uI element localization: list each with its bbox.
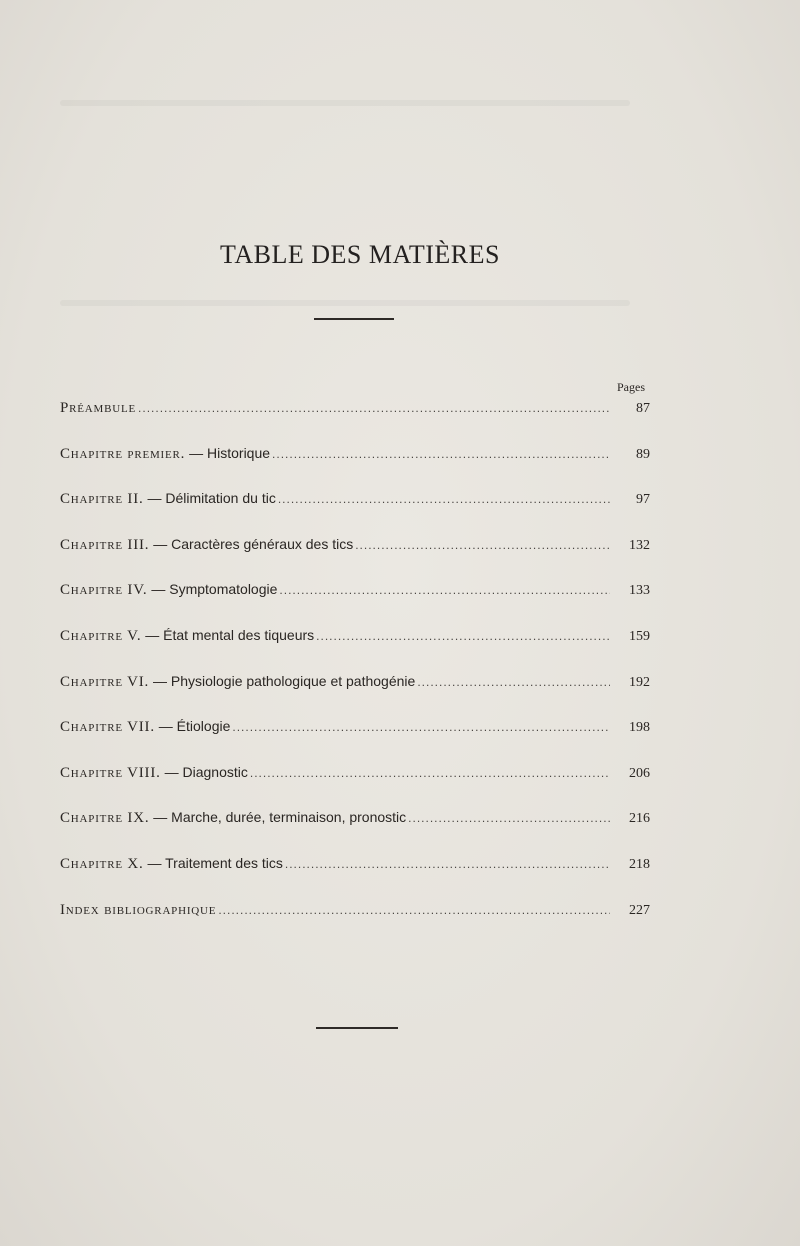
toc-entry-prefix: Chapitre X.: [60, 855, 144, 872]
toc-entry-title: — Caractères généraux des tics: [153, 535, 354, 552]
dot-leader: [316, 629, 610, 643]
toc-entry-title: — Marche, durée, terminaison, pronostic: [153, 809, 407, 826]
toc-entry-label: [60, 809, 406, 827]
toc-page-number: 132: [629, 537, 650, 553]
toc-page-number: 192: [629, 674, 650, 690]
toc-entry-chapitre-4: [60, 581, 650, 627]
toc-entry-prefix: Chapitre V.: [60, 627, 142, 644]
toc-entry-prefix: Préambule: [60, 400, 137, 416]
toc-entry-prefix: Chapitre II.: [60, 491, 144, 508]
toc-page-number: 89: [636, 446, 650, 462]
toc-entry-prefix: Chapitre VIII.: [60, 764, 161, 781]
dot-leader: [417, 675, 610, 689]
dot-leader: [285, 857, 610, 871]
toc-entry-prefix: Chapitre premier.: [60, 445, 186, 462]
toc-entry-chapitre-2: [60, 490, 650, 536]
toc-entry-title: — Historique: [189, 444, 271, 461]
toc-page-number: 87: [636, 401, 650, 416]
title-divider: [314, 318, 394, 320]
show-through-line: [60, 100, 630, 106]
dot-leader: [138, 401, 610, 415]
pages-column-header: Pages: [617, 380, 645, 394]
show-through-line: [60, 300, 630, 306]
toc-entry-label: [60, 855, 283, 873]
toc-entry-label: [60, 536, 353, 554]
toc-entry-title: — Délimitation du tic: [147, 490, 276, 507]
toc-entry-title: — Physiologie pathologique et pathogénie: [153, 672, 416, 689]
toc-entry-prefix: Index bibliographique: [60, 901, 217, 918]
toc-entry-chapitre-9: [60, 809, 650, 855]
toc-entry-chapitre-8: [60, 764, 650, 810]
dot-leader: [232, 720, 610, 734]
toc-entry-chapitre-10: [60, 855, 650, 901]
toc-entry-chapitre-7: [60, 718, 650, 764]
toc-page-number: 133: [629, 583, 650, 599]
toc-entry-prefix: Chapitre IV.: [60, 582, 148, 599]
toc-entry-label: [60, 581, 277, 599]
table-of-contents: [60, 399, 650, 946]
toc-entry-title: — État mental des tiqueurs: [145, 626, 315, 643]
dot-leader: [355, 538, 610, 552]
toc-page-number: 97: [636, 492, 650, 508]
toc-entry-preambule: [60, 399, 650, 445]
dot-leader: [250, 766, 610, 780]
toc-entry-chapitre-1: [60, 445, 650, 491]
toc-entry-label: [60, 399, 136, 417]
toc-entry-chapitre-5: [60, 627, 650, 673]
dot-leader: [272, 447, 610, 461]
toc-page-number: 227: [629, 902, 650, 918]
toc-page-number: 198: [629, 720, 650, 736]
toc-entry-prefix: Chapitre IX.: [60, 810, 150, 827]
toc-entry-label: [60, 718, 230, 736]
toc-entry-label: [60, 901, 216, 919]
toc-entry-label: [60, 673, 415, 691]
dot-leader: [408, 811, 610, 825]
toc-entry-label: [60, 627, 314, 645]
toc-entry-prefix: Chapitre VII.: [60, 719, 155, 736]
dot-leader: [278, 492, 610, 506]
dot-leader: [279, 583, 610, 597]
toc-entry-title: — Diagnostic: [164, 763, 248, 780]
toc-page-number: 218: [629, 856, 650, 872]
page-title: TABLE DES MATIÈRES: [220, 240, 500, 269]
toc-entry-title: — Symptomatologie: [151, 581, 278, 598]
toc-page-number: 206: [629, 765, 650, 781]
closing-divider: [316, 1027, 398, 1029]
toc-entry-chapitre-6: [60, 673, 650, 719]
dot-leader: [218, 903, 610, 917]
toc-page-number: 159: [629, 628, 650, 644]
toc-entry-label: [60, 490, 276, 508]
toc-entry-prefix: Chapitre III.: [60, 536, 150, 553]
toc-entry-label: [60, 764, 248, 782]
toc-entry-title: — Traitement des tics: [147, 854, 283, 871]
toc-entry-index: [60, 901, 650, 947]
toc-entry-title: — Étiologie: [158, 718, 231, 735]
toc-page-number: 216: [629, 811, 650, 827]
toc-entry-prefix: Chapitre VI.: [60, 673, 150, 690]
toc-entry-chapitre-3: [60, 536, 650, 582]
toc-entry-label: [60, 445, 270, 463]
